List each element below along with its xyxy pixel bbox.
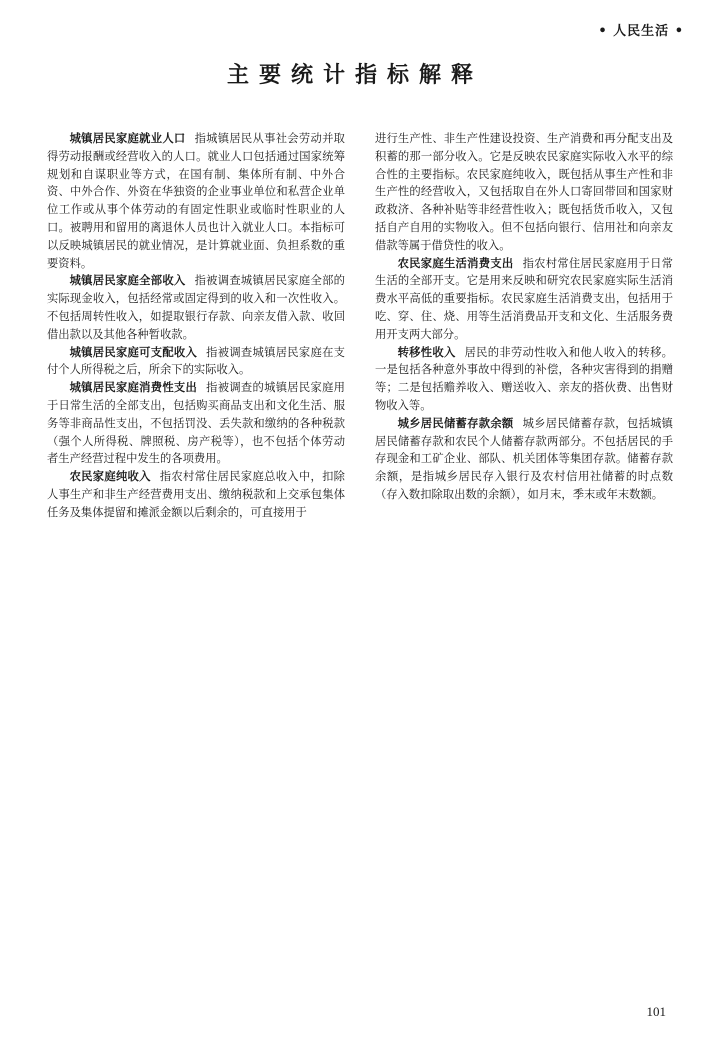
page-number: 101	[646, 1004, 666, 1019]
definition-term: 城镇居民家庭可支配收入	[69, 345, 198, 359]
definition-term: 城镇居民家庭就业人口	[69, 132, 186, 145]
definition-term: 转移性收入	[397, 345, 456, 359]
definition-entry	[47, 272, 345, 343]
definition-entry	[47, 130, 345, 272]
page-title: 主要统计指标解释	[226, 63, 483, 88]
definition-continuation: 进行生产性、非生产性建设投资、生产消费和再分配支出及积蓄的那一部分收入。它是反映农民家庭实际收入水平的综合性的主要指标。农民家庭纯收入，既包括从事生产性和非生产性的经营收入，又包括取自在外人口寄回带回和国家财政救济、各种补贴等非经营性收入；既包括货币收入，又包括自产自用的实物收入。但不包括向银行、信用社和向亲友借款等属于借贷性的收入。	[375, 132, 673, 252]
definition-text: 指被调查城镇居民家庭在支付个人所得税之后，所余下的实际收入。	[47, 345, 345, 377]
definition-entry	[47, 379, 345, 468]
definition-term: 城镇居民家庭全部收入	[69, 274, 186, 288]
body-columns	[47, 130, 673, 522]
definition-text: 指农村常住居民家庭用于日常生活的全部开支。它是用来反映和研究农民家庭实际生活消费水平高低的重要指标。农民家庭生活消费支出，包括用于吃、穿、住、烧、用等生活消费品开支和文化、生活服务费用开支两大部分。	[375, 256, 673, 341]
definition-entry	[375, 255, 673, 344]
definition-term: 农民家庭生活消费支出	[397, 256, 514, 270]
definition-entry	[47, 344, 345, 380]
definition-entry	[375, 344, 673, 415]
section-tag: • 人民生活 •	[598, 24, 684, 39]
definition-text: 指被调查城镇居民家庭全部的实际现金收入，包括经常或固定得到的收入和一次性收入。不包括周转性收入，如提取银行存款、向亲友借入款、收回借出款以及其他各种暂收款。	[47, 274, 345, 341]
definition-term: 城镇居民家庭消费性支出	[69, 381, 198, 395]
definition-entry	[47, 468, 345, 521]
definition-term: 农民家庭纯收入	[69, 470, 151, 484]
definition-entry	[375, 415, 673, 504]
definition-term: 城乡居民储蓄存款余额	[397, 416, 514, 430]
definition-text: 城乡居民储蓄存款，包括城镇居民储蓄存款和农民个人储蓄存款两部分。不包括居民的手存现金和工矿企业、部队、机关团体等集团存款。储蓄存款余额，是指城乡居民存入银行及农村信用社储蓄的时点数（存入数扣除取出数的余额），如月末，季末或年末数额。	[375, 416, 673, 501]
definition-text: 居民的非劳动性收入和他人收入的转移。一是包括各种意外事故中得到的补偿，各种灾害得到的捐赠等；二是包括赡养收入、赠送收入、亲友的搭伙费、出售财物收入等。	[375, 345, 673, 412]
right-column	[375, 130, 673, 522]
definition-text: 指被调查的城镇居民家庭用于日常生活的全部支出，包括购买商品支出和文化生活、服务等非商品性支出，不包括罚没、丢失款和缴纳的各种税款（强个人所得税、牌照税、房产税等），也不包括个体劳动者生产经营过程中发生的各项费用。	[47, 381, 345, 466]
definition-text: 指城镇居民从事社会劳动并取得劳动报酬或经营收入的人口。就业人口包括通过国家统筹规划和自谋职业等方式，在国有制、集体所有制、中外合资、中外合作、外资在华独资的企业事业单位和私营企业单位工作或从事个体劳动的有固定性职业或临时性职业的人口。被聘用和留用的离退休人员也计入就业人口。本指标可以反映城镇居民的就业情况，是计算就业面、负担系数的重要资料。	[47, 132, 345, 270]
definition-text: 指农村常住居民家庭总收入中，扣除人事生产和非生产经营费用支出、缴纳税款和上交承包集体任务及集体提留和摊派金额以后剩余的，可直接用于	[47, 470, 345, 519]
left-column	[47, 130, 345, 522]
